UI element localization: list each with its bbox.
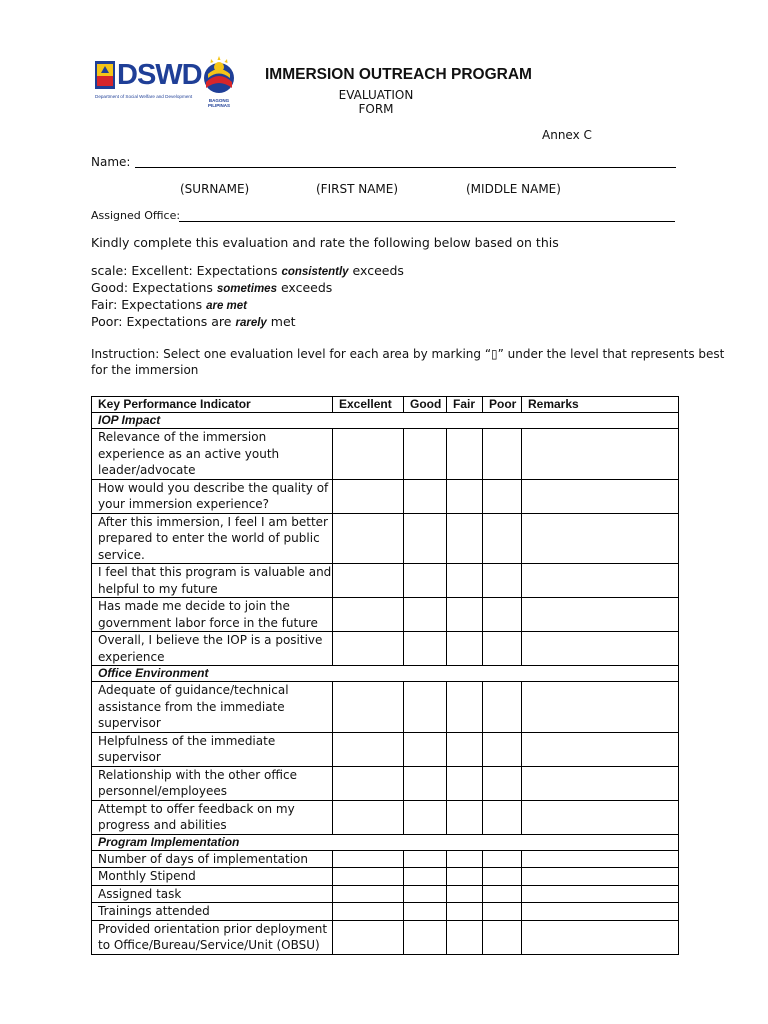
kpi-indicator-text: Provided orientation prior deployment to Office/Bureau/Service/Unit (OBSU): [92, 920, 333, 954]
kpi-indicator-text: Helpfulness of the immediate supervisor: [92, 732, 333, 766]
bagong-pilipinas-emblem-icon: [200, 54, 238, 98]
rating-excellent-cell[interactable]: [333, 800, 404, 834]
remarks-cell[interactable]: [522, 732, 679, 766]
kpi-indicator-text: Attempt to offer feedback on my progress and abilities: [92, 800, 333, 834]
remarks-cell[interactable]: [522, 800, 679, 834]
rating-poor-cell[interactable]: [483, 732, 522, 766]
remarks-cell[interactable]: [522, 920, 679, 954]
rating-excellent-cell[interactable]: [333, 766, 404, 800]
rating-poor-cell[interactable]: [483, 632, 522, 666]
dswd-subtext: Department of Social Welfare and Development: [95, 94, 193, 99]
kpi-indicator-text: Monthly Stipend: [92, 868, 333, 886]
rating-good-cell[interactable]: [404, 429, 447, 480]
kpi-indicator-text: Adequate of guidance/technical assistance from the immediate supervisor: [92, 682, 333, 733]
subtitle-line-1: EVALUATION: [338, 88, 414, 102]
header-poor: Poor: [483, 397, 522, 413]
scale-text: Poor: Expectations are: [91, 314, 236, 329]
kpi-indicator-text: Assigned task: [92, 885, 333, 903]
table-row: [92, 868, 679, 886]
rating-fair-cell[interactable]: [447, 868, 483, 886]
remarks-cell[interactable]: [522, 632, 679, 666]
header-excellent: Excellent: [333, 397, 404, 413]
table-row: [92, 800, 679, 834]
rating-poor-cell[interactable]: [483, 429, 522, 480]
rating-excellent-cell[interactable]: [333, 429, 404, 480]
rating-excellent-cell[interactable]: [333, 850, 404, 868]
annex-label: Annex C: [542, 128, 592, 142]
rating-good-cell[interactable]: [404, 868, 447, 886]
rating-good-cell[interactable]: [404, 632, 447, 666]
table-row: [92, 732, 679, 766]
kpi-indicator-text: Overall, I believe the IOP is a positive experience: [92, 632, 333, 666]
rating-fair-cell[interactable]: [447, 632, 483, 666]
section-row: [92, 413, 679, 429]
scale-text: scale: Excellent: Expectations: [91, 263, 282, 278]
scale-text: met: [266, 314, 296, 329]
rating-good-cell[interactable]: [404, 682, 447, 733]
table-row: [92, 479, 679, 513]
name-field[interactable]: [135, 167, 676, 168]
remarks-cell[interactable]: [522, 479, 679, 513]
table-row: [92, 429, 679, 480]
kpi-indicator-text: How would you describe the quality of your immersion experience?: [92, 479, 333, 513]
rating-fair-cell[interactable]: [447, 850, 483, 868]
bagong-pilipinas-logo: [200, 54, 238, 106]
table-body: [92, 413, 679, 955]
rating-poor-cell[interactable]: [483, 598, 522, 632]
remarks-cell[interactable]: [522, 885, 679, 903]
rating-good-cell[interactable]: [404, 766, 447, 800]
table-row: [92, 920, 679, 954]
table-row: [92, 885, 679, 903]
rating-excellent-cell[interactable]: [333, 868, 404, 886]
rating-good-cell[interactable]: [404, 598, 447, 632]
remarks-cell[interactable]: [522, 513, 679, 564]
rating-poor-cell[interactable]: [483, 513, 522, 564]
form-title: IMMERSION OUTREACH PROGRAM: [265, 66, 532, 83]
form-subtitle: [330, 88, 422, 116]
rating-fair-cell[interactable]: [447, 513, 483, 564]
name-label: Name:: [91, 155, 131, 169]
rating-fair-cell[interactable]: [447, 682, 483, 733]
rating-poor-cell[interactable]: [483, 800, 522, 834]
rating-fair-cell[interactable]: [447, 920, 483, 954]
table-row: [92, 513, 679, 564]
instruction-line-1: Instruction: Select one evaluation level for each area by marking “▯” under the level that represents best: [91, 347, 725, 361]
remarks-cell[interactable]: [522, 564, 679, 598]
rating-excellent-cell[interactable]: [333, 885, 404, 903]
rating-fair-cell[interactable]: [447, 429, 483, 480]
table-row: [92, 850, 679, 868]
evaluation-table: [91, 396, 679, 955]
remarks-cell[interactable]: [522, 766, 679, 800]
rating-fair-cell[interactable]: [447, 766, 483, 800]
rating-poor-cell[interactable]: [483, 564, 522, 598]
section-title: Program Implementation: [92, 834, 679, 850]
kpi-indicator-text: After this immersion, I feel I am better prepared to enter the world of public service.: [92, 513, 333, 564]
rating-fair-cell[interactable]: [447, 598, 483, 632]
table-row: [92, 682, 679, 733]
remarks-cell[interactable]: [522, 903, 679, 921]
header-good: Good: [404, 397, 447, 413]
surname-label: (SURNAME): [180, 182, 250, 196]
bagong-pilipinas-text: BAGONG PILIPINAS: [207, 98, 230, 108]
middle-name-label: (MIDDLE NAME): [466, 182, 561, 196]
kpi-indicator-text: Trainings attended: [92, 903, 333, 921]
rating-excellent-cell[interactable]: [333, 732, 404, 766]
intro-text: Kindly complete this evaluation and rate the following below based on this: [91, 235, 559, 250]
rating-good-cell[interactable]: [404, 920, 447, 954]
rating-excellent-cell[interactable]: [333, 920, 404, 954]
table-row: [92, 632, 679, 666]
scale-emphasis: sometimes: [216, 283, 277, 295]
rating-poor-cell[interactable]: [483, 920, 522, 954]
rating-good-cell[interactable]: [404, 564, 447, 598]
rating-excellent-cell[interactable]: [333, 564, 404, 598]
section-row: [92, 666, 679, 682]
rating-fair-cell[interactable]: [447, 479, 483, 513]
kpi-indicator-text: I feel that this program is valuable and helpful to my future: [92, 564, 333, 598]
rating-excellent-cell[interactable]: [333, 598, 404, 632]
rating-good-cell[interactable]: [404, 885, 447, 903]
kpi-indicator-text: Relationship with the other office personnel/employees: [92, 766, 333, 800]
section-row: [92, 834, 679, 850]
header-fair: Fair: [447, 397, 483, 413]
rating-fair-cell[interactable]: [447, 564, 483, 598]
rating-good-cell[interactable]: [404, 732, 447, 766]
rating-excellent-cell[interactable]: [333, 513, 404, 564]
rating-poor-cell[interactable]: [483, 850, 522, 868]
rating-poor-cell[interactable]: [483, 766, 522, 800]
kpi-indicator-text: Relevance of the immersion experience as an active youth leader/advocate: [92, 429, 333, 480]
table-row: [92, 564, 679, 598]
kpi-indicator-text: Number of days of implementation: [92, 850, 333, 868]
rating-good-cell[interactable]: [404, 800, 447, 834]
rating-poor-cell[interactable]: [483, 903, 522, 921]
table-row: [92, 598, 679, 632]
scale-text: Fair: Expectations: [91, 297, 207, 312]
rating-fair-cell[interactable]: [447, 885, 483, 903]
rating-poor-cell[interactable]: [483, 479, 522, 513]
rating-fair-cell[interactable]: [447, 800, 483, 834]
scale-text: exceeds: [276, 280, 333, 295]
header-remarks: Remarks: [522, 397, 679, 413]
rating-poor-cell[interactable]: [483, 682, 522, 733]
table-row: [92, 766, 679, 800]
remarks-cell[interactable]: [522, 598, 679, 632]
header-kpi: Key Performance Indicator: [92, 397, 333, 413]
rating-excellent-cell[interactable]: [333, 903, 404, 921]
table-row: [92, 903, 679, 921]
rating-good-cell[interactable]: [404, 479, 447, 513]
rating-poor-cell[interactable]: [483, 885, 522, 903]
remarks-cell[interactable]: [522, 682, 679, 733]
dswd-logo: [95, 57, 202, 105]
rating-good-cell[interactable]: [404, 513, 447, 564]
scale-emphasis: are met: [206, 300, 247, 312]
first-name-label: (FIRST NAME): [316, 182, 399, 196]
section-title: IOP Impact: [92, 413, 679, 429]
scale-text: exceeds: [348, 263, 404, 278]
dswd-wordmark: DSWD: [117, 59, 202, 91]
subtitle-line-2: FORM: [358, 102, 394, 116]
table-header-row: [92, 397, 679, 413]
kpi-indicator-text: Has made me decide to join the government labor force in the future: [92, 598, 333, 632]
assigned-office-field[interactable]: [179, 221, 675, 222]
remarks-cell[interactable]: [522, 868, 679, 886]
instruction-line-2: for the immersion: [91, 363, 199, 377]
assigned-office-label: Assigned Office:: [91, 209, 181, 222]
rating-poor-cell[interactable]: [483, 868, 522, 886]
section-title: Office Environment: [92, 666, 679, 682]
rating-fair-cell[interactable]: [447, 903, 483, 921]
scale-emphasis: consistently: [281, 266, 349, 278]
rating-good-cell[interactable]: [404, 850, 447, 868]
scale-emphasis: rarely: [235, 317, 267, 329]
dswd-emblem-icon: [95, 61, 115, 89]
scale-poor: [91, 313, 296, 332]
remarks-cell[interactable]: [522, 429, 679, 480]
rating-excellent-cell[interactable]: [333, 682, 404, 733]
remarks-cell[interactable]: [522, 850, 679, 868]
rating-fair-cell[interactable]: [447, 732, 483, 766]
rating-excellent-cell[interactable]: [333, 632, 404, 666]
rating-excellent-cell[interactable]: [333, 479, 404, 513]
scale-text: Good: Expectations: [91, 280, 217, 295]
rating-good-cell[interactable]: [404, 903, 447, 921]
